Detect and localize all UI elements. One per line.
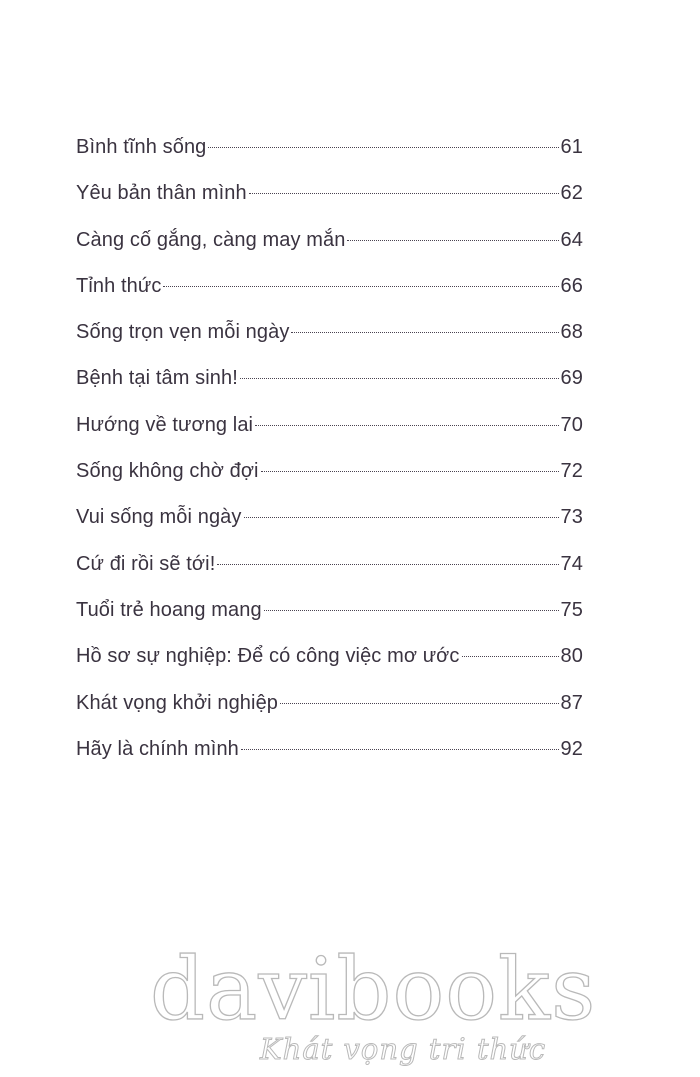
toc-entry-title: Tỉnh thức bbox=[76, 274, 162, 297]
toc-entry bbox=[76, 317, 583, 363]
toc-dot-leader bbox=[240, 378, 559, 379]
toc-entry-page: 62 bbox=[560, 182, 583, 205]
toc-entry bbox=[76, 549, 583, 595]
toc-entry-page: 61 bbox=[560, 136, 583, 158]
toc-entry bbox=[76, 410, 583, 456]
toc-entry bbox=[76, 363, 583, 409]
toc-entry-page: 73 bbox=[560, 506, 583, 529]
toc-entry bbox=[76, 502, 583, 548]
toc-entry-page: 80 bbox=[560, 645, 583, 668]
toc-entry bbox=[76, 688, 583, 734]
toc-entry-title: Hướng về tương lai bbox=[76, 413, 254, 436]
toc-dot-leader bbox=[208, 147, 558, 148]
toc-dot-leader bbox=[249, 193, 559, 194]
toc-entry-page: 74 bbox=[560, 552, 583, 575]
toc-dot-leader bbox=[291, 332, 558, 333]
toc-entry bbox=[76, 225, 583, 271]
toc-entry-title: Cứ đi rồi sẽ tới! bbox=[76, 552, 216, 575]
watermark-tagline: Khát vọng tri thức bbox=[260, 1032, 547, 1066]
toc-dot-leader bbox=[241, 749, 559, 750]
toc-entry-page: 92 bbox=[560, 737, 583, 760]
toc-entry-page: 70 bbox=[560, 413, 583, 436]
toc-entry-page: 69 bbox=[560, 367, 583, 390]
toc-dot-leader bbox=[462, 656, 559, 657]
toc-entry-title: Sống trọn vẹn mỗi ngày bbox=[76, 321, 290, 344]
toc-dot-leader bbox=[280, 703, 559, 704]
toc-entry bbox=[76, 132, 583, 178]
toc-entry bbox=[76, 178, 583, 224]
toc-dot-leader bbox=[264, 610, 559, 611]
toc-entry-title: Vui sống mỗi ngày bbox=[76, 506, 242, 529]
toc-entry-title: Sống không chờ đợi bbox=[76, 460, 259, 483]
toc-entry-page: 72 bbox=[560, 460, 583, 483]
davibooks-watermark-logo bbox=[150, 940, 597, 1070]
toc-entry-page: 66 bbox=[560, 274, 583, 297]
toc-entry-title: Khát vọng khởi nghiệp bbox=[76, 691, 279, 714]
toc-entry-title: Bình tĩnh sống bbox=[76, 136, 207, 158]
toc-entry bbox=[76, 271, 583, 317]
toc-entry bbox=[76, 595, 583, 641]
watermark-brand: davibooks bbox=[150, 940, 597, 1040]
toc-dot-leader bbox=[255, 425, 558, 426]
toc-dot-leader bbox=[163, 286, 558, 287]
toc-entry-page: 75 bbox=[560, 598, 583, 621]
toc-entry bbox=[76, 641, 583, 687]
toc-entry-title: Bệnh tại tâm sinh! bbox=[76, 367, 238, 390]
toc-entry-title: Hồ sơ sự nghiệp: Để có công việc mơ ước bbox=[76, 645, 460, 668]
table-of-contents bbox=[76, 132, 583, 780]
toc-entry bbox=[76, 456, 583, 502]
toc-entry-page: 64 bbox=[560, 228, 583, 251]
toc-entry-title: Yêu bản thân mình bbox=[76, 182, 247, 205]
toc-entry-page: 68 bbox=[560, 321, 583, 344]
toc-entry-page: 87 bbox=[560, 691, 583, 714]
toc-dot-leader bbox=[261, 471, 559, 472]
toc-dot-leader bbox=[217, 564, 558, 565]
toc-entry-title: Hãy là chính mình bbox=[76, 737, 239, 760]
toc-dot-leader bbox=[347, 240, 558, 241]
toc-entry-title: Càng cố gắng, càng may mắn bbox=[76, 228, 346, 251]
toc-entry-title: Tuổi trẻ hoang mang bbox=[76, 598, 262, 621]
toc-entry bbox=[76, 734, 583, 780]
toc-dot-leader bbox=[244, 517, 559, 518]
